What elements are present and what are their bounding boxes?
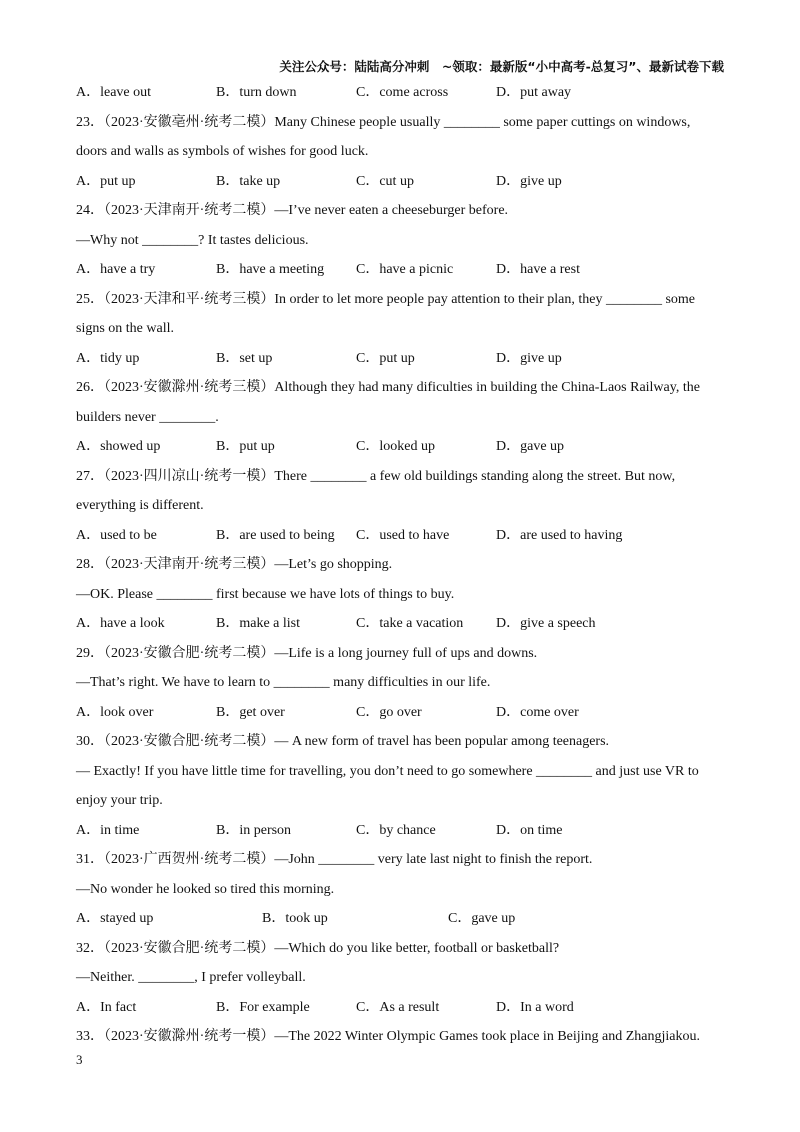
question-line: 27．（2023·四川凉山·统考一模）There ________ a few old buildings standing along the street. But now, [76, 468, 676, 484]
option-b: B．are used to being [216, 527, 335, 543]
question-line: — Exactly! If you have little time for travelling, you don’t need to go somewhere ________ and just use VR to [76, 763, 699, 779]
answer-options [76, 609, 724, 639]
question-line: 23．（2023·安徽亳州·统考二模）Many Chinese people usually ________ some paper cuttings on windows, [76, 114, 691, 130]
option-d: D．gave up [496, 439, 565, 454]
option-c: C．cut up [356, 173, 414, 189]
option-d: D．are used to having [496, 527, 623, 543]
option-c: C．used to have [356, 527, 450, 543]
option-a: A．showed up [76, 439, 161, 454]
option-d: D．have a rest [496, 262, 580, 277]
question-line: doors and walls as symbols of wishes for good luck. [76, 144, 369, 159]
option-d: D．on time [496, 822, 563, 838]
option-c: C．go over [356, 704, 422, 720]
option-b: B．For example [216, 999, 310, 1015]
option-c: C．As a result [356, 999, 440, 1015]
option-c: C．put up [356, 350, 415, 366]
option-d: D．come over [496, 704, 579, 720]
option-d: D．give a speech [496, 616, 596, 631]
option-d: D．give up [496, 350, 562, 366]
option-c: C．looked up [356, 439, 435, 454]
option-a: A．have a look [76, 616, 165, 631]
answer-options [76, 255, 724, 285]
option-b: B．have a meeting [216, 262, 325, 277]
answer-options [76, 167, 724, 197]
question-line: builders never ________. [76, 409, 219, 425]
question-line: 29．（2023·安徽合肥·统考二模）—Life is a long journey full of ups and downs. [76, 645, 538, 661]
question-line: 32．（2023·安徽合肥·统考二模）—Which do you like better, football or basketball? [76, 940, 560, 956]
page-number: 3 [76, 1052, 83, 1067]
answer-options [76, 432, 724, 462]
option-c: C．come across [356, 85, 449, 100]
page-header: 关注公众号：陆陆高分冲刺 ~领取：最新版“小中高考-总复习”、最新试卷下载 [279, 59, 724, 74]
option-a: A．In fact [76, 999, 137, 1015]
question-line: 30．（2023·安徽合肥·统考二模）— A new form of travel has been popular among teenagers. [76, 734, 610, 749]
question-line: —OK. Please ________ first because we have lots of things to buy. [76, 586, 455, 602]
option-b: B．took up [262, 911, 328, 926]
option-a: A．put up [76, 173, 136, 189]
question-list [76, 78, 724, 1052]
option-b: B．put up [216, 439, 275, 454]
option-b: B．make a list [216, 616, 300, 631]
option-c: C．by chance [356, 822, 436, 838]
option-d: D．give up [496, 173, 562, 189]
question-line: enjoy your trip. [76, 793, 163, 808]
option-a: A．tidy up [76, 350, 140, 366]
answer-options [76, 816, 724, 846]
option-c: C．have a picnic [356, 262, 454, 277]
option-a: A．used to be [76, 527, 157, 543]
option-b: B．turn down [216, 85, 297, 100]
option-b: B．take up [216, 173, 281, 189]
option-c: C．gave up [448, 911, 516, 926]
option-a: A．have a try [76, 262, 156, 277]
option-b: B．get over [216, 704, 285, 720]
option-d: D．put away [496, 85, 572, 100]
answer-options [76, 698, 724, 728]
question-line: —Neither. ________, I prefer volleyball. [76, 970, 306, 985]
option-d: D．In a word [496, 999, 574, 1015]
answer-options [76, 344, 724, 374]
option-a: A．stayed up [76, 911, 154, 926]
question-line: —That’s right. We have to learn to ________ many difficulties in our life. [76, 675, 491, 690]
question-line: —Why not ________? It tastes delicious. [76, 232, 309, 248]
option-a: A．in time [76, 822, 140, 838]
option-c: C．take a vacation [356, 616, 464, 631]
answer-options [76, 78, 724, 108]
option-b: B．in person [216, 822, 292, 838]
question-line: 25．（2023·天津和平·统考三模）In order to let more people pay attention to their plan, they ________ some [76, 291, 695, 307]
question-line: signs on the wall. [76, 321, 174, 336]
question-line: —No wonder he looked so tired this morning. [76, 881, 335, 897]
question-line: 28．（2023·天津南开·统考三模）—Let’s go shopping. [76, 557, 393, 572]
question-line: 33．（2023·安徽滁州·统考一模）—The 2022 Winter Olympic Games took place in Beijing and Zhangjiakou. [76, 1029, 701, 1044]
question-line: 26．（2023·安徽滁州·统考三模）Although they had many dificulties in building the China-Laos Railway, the [76, 380, 700, 395]
option-b: B．set up [216, 350, 273, 366]
option-a: A．look over [76, 704, 154, 720]
answer-options [76, 993, 724, 1023]
question-line: everything is different. [76, 498, 204, 513]
question-line: 24．（2023·天津南开·统考二模）—I’ve never eaten a cheeseburger before. [76, 203, 509, 218]
answer-options [76, 521, 724, 551]
option-a: A．leave out [76, 85, 152, 100]
question-line: 31．（2023·广西贺州·统考二模）—John ________ very late last night to finish the report. [76, 852, 593, 867]
answer-options [76, 904, 724, 934]
